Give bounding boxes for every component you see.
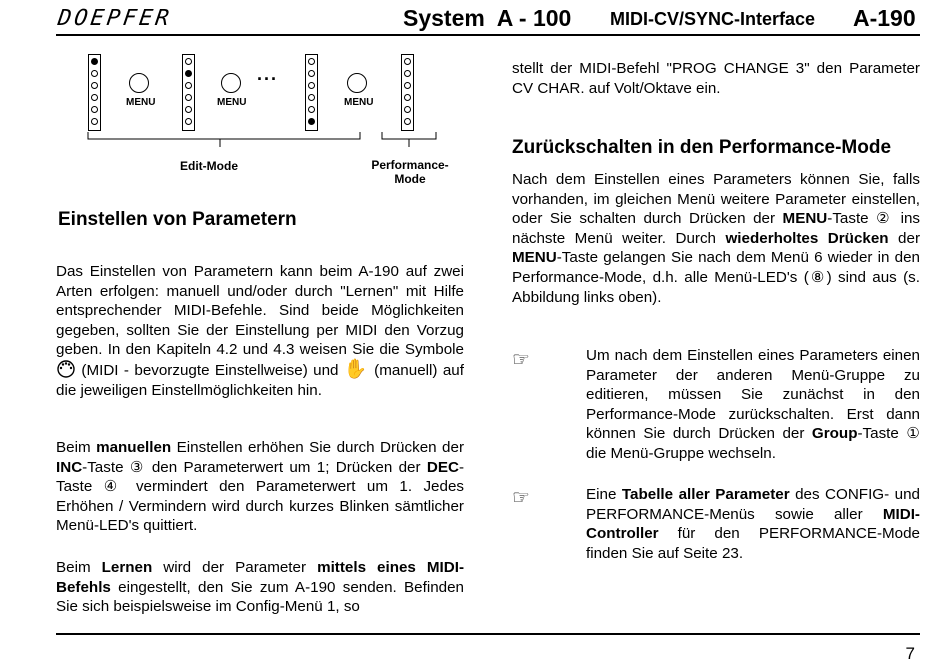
hand-icon: ✋: [343, 358, 369, 380]
system-title: System A - 100: [403, 5, 572, 31]
menu-label: MENU: [217, 97, 247, 108]
section-heading: Zurückschalten in den Performance-Mode: [512, 137, 892, 158]
paragraph-return: Nach dem Einstellen eines Parameters können Sie, falls vorhanden, im gleichen Menü weitere Parameter einstellen, oder Sie schalten durch Drücken der MENU-Taste ② ins nächste Menü weiter. Durch wiederholtes Drücken der MENU-Taste gelangen Sie nach dem Menü 6 wieder in den Performance-Mode, d.h. alle Menü-LED's (⑧) sind aus (s. Abbildung links oben).: [512, 171, 921, 306]
performance-mode-label: Performance- Mode: [371, 158, 449, 186]
pointing-hand-icon: ☞: [512, 487, 530, 509]
ellipsis: ...: [257, 64, 279, 84]
menu-label: MENU: [126, 97, 156, 108]
menu-led-diagram: [70, 48, 480, 193]
brand-logo: DOEPFER: [56, 6, 174, 31]
note-parameter-table: Eine Tabelle aller Parameter des CONFIG- und PERFORMANCE-Menüs sowie aller MIDI-Controller für den PERFORMANCE-Mode finden Sie auf Seite 23.: [586, 486, 921, 562]
model-title: A-190: [853, 5, 916, 31]
note-group-switch: Um nach dem Einstellen eines Parameters einen Parameter der anderen Menü-Gruppe zu editieren, müssen Sie zunächst in den Performance-Mode zurückschalten. Erst dann können Sie durch Drücken der Group-Taste ① die Menü-Gruppe wechseln.: [586, 347, 920, 462]
header-rule: [56, 34, 920, 36]
pointing-hand-icon: ☞: [512, 349, 530, 371]
section-heading: Einstellen von Parametern: [58, 209, 297, 230]
edit-mode-label: Edit-Mode: [180, 159, 238, 173]
paragraph-learning: Beim Lernen wird der Parameter mittels eines MIDI-Befehls eingestellt, den Sie zum A-190 senden. Befinden Sie sich beispielsweise im Config-Menü 1, so: [56, 559, 465, 616]
menu-label: MENU: [344, 97, 374, 108]
interface-title: MIDI-CV/SYNC-Interface: [610, 9, 816, 29]
footer-rule: [56, 633, 920, 635]
paragraph-intro: Das Einstellen von Parametern kann beim A-190 auf zwei Arten erfolgen: manuell und/oder durch "Lernen" mit Hilfe entsprechender MIDI-Befehle. Sind beide Möglichkeiten gegeben, sollten Sie der Einstellung per MIDI den Vorzug geben. In den Kapiteln 4.2 und 4.3 weisen Sie die Symbole (MIDI - bevorzugte Einstellweise) und ✋ (manuell) auf die jeweiligen Einstellmöglichkeiten hin.: [56, 263, 464, 399]
page-number: 7: [905, 644, 915, 663]
paragraph-manual: Beim manuellen Einstellen erhöhen Sie durch Drücken der INC-Taste ③ den Parameterwert um 1; Drücken der DEC-Taste ④ vermindert den Parameterwert um 1. Jedes Erhöhen / Vermindern wird durch kurzes Blinken sämtlicher Menü-LED's quittiert.: [56, 439, 465, 535]
paragraph-continued: stellt der MIDI-Befehl "PROG CHANGE 3" den Parameter CV CHAR. auf Volt/Oktave ein.: [512, 60, 920, 97]
midi-din-icon: [56, 360, 76, 378]
